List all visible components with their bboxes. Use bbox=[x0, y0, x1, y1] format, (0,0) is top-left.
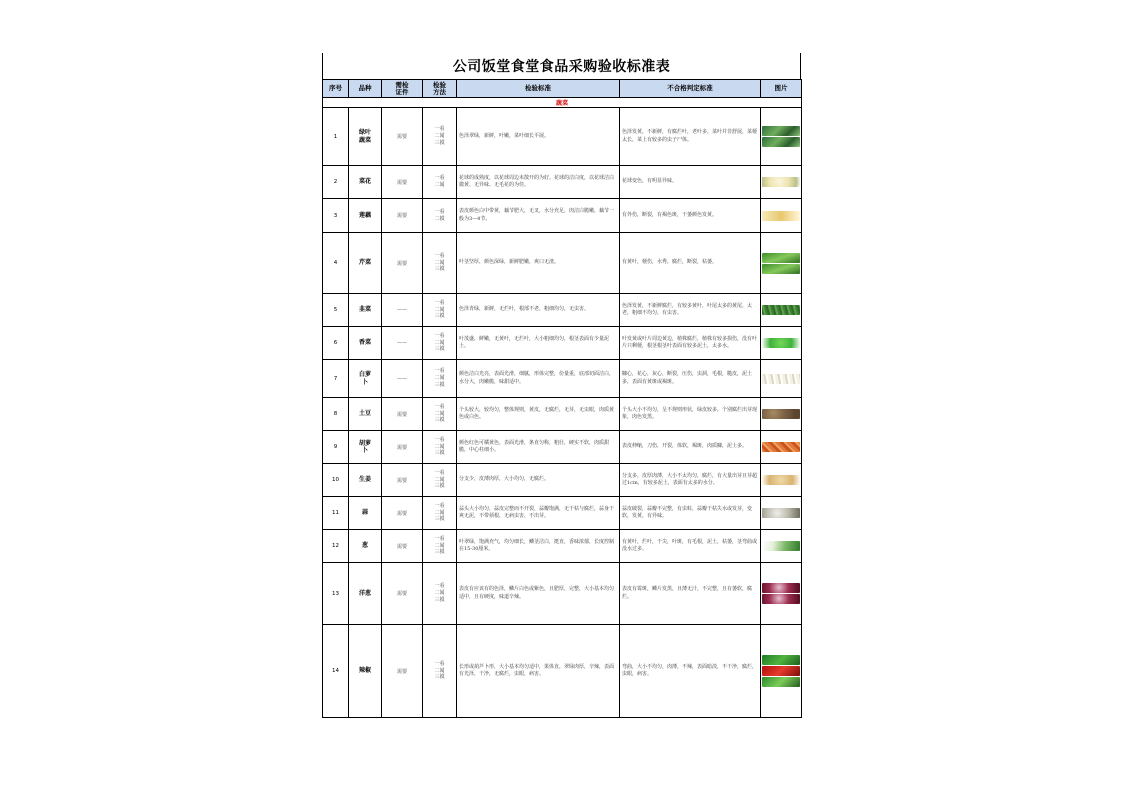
row-num bbox=[323, 199, 349, 233]
row-name-text: 韭菜 bbox=[358, 306, 371, 314]
garlic-photo bbox=[761, 507, 801, 519]
row-reject-text: 有黄叶，梗伤，水秀，腐烂，断裂，枯萎。 bbox=[622, 259, 718, 266]
row-reject-text: 色泽发黄，不新鲜，有腐烂叶，老叶多，菜叶并非舒展，菜梗太长，菜上有较多的虫子尸体。 bbox=[622, 129, 758, 143]
row-name bbox=[349, 398, 382, 431]
white-radish-photo bbox=[761, 373, 801, 385]
row-name-text: 香菜 bbox=[358, 339, 371, 347]
header-reject: 不合格判定标准 bbox=[620, 80, 761, 98]
row-image-cell bbox=[761, 233, 802, 294]
row-standard bbox=[457, 294, 620, 327]
row-name bbox=[349, 294, 382, 327]
row-standard bbox=[457, 625, 620, 718]
row-name bbox=[349, 108, 382, 166]
row-name bbox=[349, 464, 382, 497]
row-num bbox=[323, 625, 349, 718]
row-method-text: 一看二闻三摸 bbox=[434, 332, 445, 353]
row-num bbox=[323, 431, 349, 464]
row-num-text: 4 bbox=[333, 260, 338, 266]
row-image-cell bbox=[761, 294, 802, 327]
chives-photo bbox=[761, 304, 801, 316]
row-method-text: 一看二闻三摸 bbox=[434, 299, 445, 320]
row-standard-text: 表皮有应该有的色泽，鳞片白色或紫色，且肥厚，完整，大小基本均匀适中，且有硬度，味道辛辣。 bbox=[459, 586, 615, 600]
section-label: 蔬菜 bbox=[323, 98, 802, 108]
vegetable-image bbox=[762, 211, 800, 221]
row-name-text: 芹菜 bbox=[358, 259, 371, 267]
row-cert-text: 需要 bbox=[396, 591, 407, 597]
row-reject-text: 叶发黄或叶片周边黄边，植株腐烂，植株有较多损伤，没有叶片只剩梗，根茎根茎叶表面有较多泥土，太多水。 bbox=[622, 335, 758, 349]
row-num-text: 3 bbox=[333, 212, 338, 219]
leafy-greens-photo bbox=[761, 125, 801, 148]
row-standard bbox=[457, 360, 620, 398]
row-method-text: 一看二闻三摸 bbox=[434, 583, 445, 603]
row-standard-text: 叶茎坚厚，颜色深绿，新鲜肥嫩，爽口无渣。 bbox=[459, 259, 560, 266]
row-cert-text: 需要 bbox=[396, 543, 407, 550]
row-name bbox=[349, 166, 382, 199]
row-method bbox=[423, 497, 457, 530]
row-reject bbox=[620, 360, 761, 398]
row-name-text: 洋葱 bbox=[358, 589, 371, 597]
row-reject-text: 个头大小不均匀，呈不规则形状，绿皮较多，个别腐烂出芽现象，肉色发黑。 bbox=[622, 406, 758, 420]
row-image-cell bbox=[761, 199, 802, 233]
ginger-photo bbox=[761, 474, 801, 486]
row-image-cell bbox=[761, 327, 802, 360]
row-method-text: 一看二闻三摸 bbox=[434, 535, 445, 556]
row-image-cell bbox=[761, 563, 802, 625]
document-title: 公司饭堂食堂食品采购验收标准表 bbox=[322, 53, 801, 79]
row-standard-text: 色泽青绿，新鲜，无烂叶，根部不老，粗细均匀，无虫害。 bbox=[459, 306, 590, 313]
header-cert bbox=[382, 80, 423, 98]
row-image-cell bbox=[761, 108, 802, 166]
row-num-text: 9 bbox=[333, 444, 338, 450]
row-method-text: 一看二闻三摸 bbox=[434, 660, 445, 681]
row-num-text: 5 bbox=[333, 307, 338, 313]
row-cert bbox=[382, 294, 423, 327]
row-cert-text: 需要 bbox=[396, 477, 407, 484]
row-standard-text: 分支少，皮薄肉厚，大小均匀，无腐烂。 bbox=[459, 476, 550, 483]
row-name bbox=[349, 625, 382, 718]
row-name-text: 葱 bbox=[361, 542, 368, 550]
celery-photo bbox=[761, 252, 801, 275]
row-method bbox=[423, 431, 457, 464]
row-cert bbox=[382, 497, 423, 530]
row-standard bbox=[457, 108, 620, 166]
row-cert-text: —— bbox=[397, 375, 407, 382]
row-name-text: 胡萝卜 bbox=[358, 439, 371, 454]
row-reject bbox=[620, 464, 761, 497]
vegetable-image bbox=[762, 409, 800, 419]
row-num bbox=[323, 233, 349, 294]
row-standard bbox=[457, 199, 620, 233]
row-cert-text: 需要 bbox=[396, 179, 407, 186]
row-cert-text: 需要 bbox=[396, 444, 407, 451]
row-num bbox=[323, 166, 349, 199]
row-method-text: 一看二闻三摸 bbox=[434, 252, 445, 273]
row-cert-text: —— bbox=[397, 340, 407, 346]
row-image-cell bbox=[761, 398, 802, 431]
row-reject bbox=[620, 530, 761, 563]
row-num-text: 6 bbox=[333, 340, 338, 346]
table-row bbox=[323, 563, 802, 625]
vegetable-image bbox=[762, 508, 800, 518]
vegetable-image bbox=[762, 583, 800, 593]
table-row bbox=[323, 360, 802, 398]
header-row bbox=[323, 80, 802, 98]
row-image-cell bbox=[761, 360, 802, 398]
header-cert-label: 需检证件 bbox=[395, 80, 409, 96]
row-cert bbox=[382, 360, 423, 398]
row-standard-text: 颜色红色可橘黄色，表面光滑，条直匀称，粗壮，硬实不软，肉质甜脆，中心柱细小。 bbox=[459, 439, 610, 453]
row-cert bbox=[382, 431, 423, 464]
row-cert bbox=[382, 398, 423, 431]
row-cert-text: 需要 bbox=[396, 411, 407, 418]
row-standard bbox=[457, 431, 620, 464]
row-name-text: 辣椒 bbox=[358, 667, 371, 675]
row-num bbox=[323, 398, 349, 431]
row-method-text: 一看二闻三摸 bbox=[434, 403, 445, 424]
vegetable-image bbox=[762, 442, 800, 452]
row-method bbox=[423, 530, 457, 563]
header-standard: 检验标准 bbox=[457, 80, 620, 98]
row-standard-text: 表皮颜色白中带黄，藕节肥大，无叉，水分充足，肉洁白脆嫩，藕节一般为3—4节。 bbox=[459, 208, 615, 222]
header-method-label: 检验方法 bbox=[433, 80, 446, 96]
row-name bbox=[349, 199, 382, 233]
row-cert-text: 需要 bbox=[396, 260, 407, 267]
row-method bbox=[423, 166, 457, 199]
row-image-cell bbox=[761, 497, 802, 530]
row-image-cell bbox=[761, 166, 802, 199]
row-num-text: 7 bbox=[333, 375, 338, 382]
row-cert-text: 需要 bbox=[396, 134, 407, 140]
row-cert bbox=[382, 108, 423, 166]
row-method bbox=[423, 398, 457, 431]
row-num-text: 1 bbox=[333, 133, 338, 140]
table-row bbox=[323, 431, 802, 464]
vegetable-image bbox=[762, 177, 800, 187]
row-cert-text: 需要 bbox=[396, 668, 407, 675]
row-num-text: 14 bbox=[332, 668, 339, 674]
header-method bbox=[423, 80, 457, 98]
row-reject-text: 糠心，花心，灰心，断裂，压伤，虫洞，毛根，糙皮，泥土多，表面有黄斑或褐斑。 bbox=[622, 371, 753, 385]
table-row bbox=[323, 108, 802, 166]
table-row bbox=[323, 625, 802, 718]
row-reject bbox=[620, 108, 761, 166]
header-name: 品种 bbox=[349, 80, 382, 98]
table-body bbox=[323, 98, 802, 718]
row-reject-text: 弯曲，大小不均匀，肉薄，不辣，表面暗淡，不干净，腐烂，虫眼，病害。 bbox=[622, 663, 758, 677]
table-row bbox=[323, 464, 802, 497]
row-method bbox=[423, 625, 457, 718]
row-standard-text: 叶茂盛，鲜嫩，无黄叶，无烂叶，大小粗细均匀，根茎表面有少量泥土。 bbox=[459, 335, 610, 349]
scallion-photo bbox=[761, 540, 801, 552]
row-name bbox=[349, 497, 382, 530]
row-reject bbox=[620, 625, 761, 718]
row-reject-text: 蒜皮破裂，蒜瓣不完整，有虫蛀，蒜瓣干枯失水或发芽，变软，发黄，有异味。 bbox=[622, 505, 753, 519]
row-method-text: 一看二闻三摸 bbox=[434, 126, 445, 146]
row-cert bbox=[382, 199, 423, 233]
row-name-text: 莲藕 bbox=[358, 211, 371, 219]
row-num-text: 2 bbox=[333, 179, 338, 185]
row-name bbox=[349, 431, 382, 464]
row-method bbox=[423, 294, 457, 327]
row-num bbox=[323, 108, 349, 166]
vegetable-image bbox=[762, 655, 800, 665]
row-num bbox=[323, 497, 349, 530]
vegetable-image bbox=[762, 594, 800, 604]
row-method-text: 一看二闻三摸 bbox=[434, 502, 445, 523]
row-standard bbox=[457, 327, 620, 360]
row-image-cell bbox=[761, 530, 802, 563]
row-name-text: 菜花 bbox=[358, 178, 371, 186]
row-name-text: 绿叶蔬菜 bbox=[358, 129, 371, 144]
row-reject-text: 花球变色，有明显异味。 bbox=[622, 178, 678, 185]
spreadsheet-sheet bbox=[322, 53, 801, 718]
cauliflower-photo bbox=[761, 176, 801, 188]
row-reject-text: 有外伤，断裂，有褐色斑，干萎颜色发黄。 bbox=[622, 211, 718, 218]
row-reject-text: 色泽发黄，不新鲜腐烂，有较多黄叶，叶尾太多的黄尾，太老，粗细不均匀，有虫害。 bbox=[622, 302, 753, 316]
row-num bbox=[323, 563, 349, 625]
row-method bbox=[423, 563, 457, 625]
row-name bbox=[349, 360, 382, 398]
row-standard bbox=[457, 530, 620, 563]
row-cert-text: 需要 bbox=[396, 213, 407, 219]
row-standard-text: 颜色洁白光亮，表面光滑，细腻，形体完整，份量重，底部切面洁白，水分大，肉嫩脆，味甜适中。 bbox=[459, 371, 615, 385]
row-cert bbox=[382, 327, 423, 360]
row-reject-text: 有黄叶，烂叶，干尖，叶斑，有毛根，泥土，枯萎，茎弯曲或没水过多。 bbox=[622, 538, 758, 552]
row-cert bbox=[382, 464, 423, 497]
row-standard bbox=[457, 166, 620, 199]
row-method bbox=[423, 233, 457, 294]
row-reject bbox=[620, 166, 761, 199]
inspection-standards-table bbox=[322, 79, 802, 718]
row-name bbox=[349, 530, 382, 563]
onion-photo bbox=[761, 582, 801, 605]
vegetable-image bbox=[762, 126, 800, 136]
carrot-photo bbox=[761, 441, 801, 453]
row-standard-text: 花球的成熟度，以花球周边未散开的为好。花球的洁白度，以花球洁白微黄、无异味、无毛花的为佳。 bbox=[459, 174, 615, 188]
vegetable-image bbox=[762, 264, 800, 274]
row-reject bbox=[620, 199, 761, 233]
row-standard bbox=[457, 497, 620, 530]
table-row bbox=[323, 398, 802, 431]
row-standard bbox=[457, 464, 620, 497]
row-standard-text: 蒜头大小均匀，蒜皮完整而不开裂，蒜瓣饱满，无干枯与腐烂，蒜身干爽无泥，不带须根，无病虫害，不出芽。 bbox=[459, 505, 615, 519]
table-row bbox=[323, 327, 802, 360]
row-num-text: 12 bbox=[332, 543, 339, 549]
row-method bbox=[423, 360, 457, 398]
row-cert-text: 需要 bbox=[396, 510, 407, 517]
row-method-text: 一看二闻 bbox=[434, 175, 445, 188]
potato-photo bbox=[761, 408, 801, 420]
row-cert-text: —— bbox=[397, 307, 407, 313]
table-row bbox=[323, 497, 802, 530]
row-name-text: 土豆 bbox=[358, 410, 371, 418]
row-standard-text: 色泽翠绿，新鲜，叶嫩，菜叶细长平展。 bbox=[459, 132, 550, 139]
vegetable-image bbox=[762, 475, 800, 485]
row-method bbox=[423, 464, 457, 497]
header-image: 图片 bbox=[761, 80, 802, 98]
row-reject bbox=[620, 327, 761, 360]
row-reject-text: 表皮伸缩，刀伤，开裂，体软，褐斑，肉质糠，泥土多。 bbox=[622, 443, 748, 450]
row-num-text: 8 bbox=[333, 411, 338, 417]
row-reject bbox=[620, 431, 761, 464]
row-method-text: 一看二闻三摸 bbox=[434, 368, 445, 388]
row-name bbox=[349, 563, 382, 625]
row-image-cell bbox=[761, 431, 802, 464]
row-image-cell bbox=[761, 464, 802, 497]
row-standard-text: 叶翠绿，饱满充气，均匀细长，鳞茎洁白，挺直，香味浓郁，长度控制在15-30厘米。 bbox=[459, 538, 615, 552]
row-standard bbox=[457, 233, 620, 294]
table-row bbox=[323, 530, 802, 563]
table-row bbox=[323, 233, 802, 294]
row-num bbox=[323, 294, 349, 327]
row-num-text: 13 bbox=[332, 590, 339, 597]
row-name bbox=[349, 327, 382, 360]
row-cert bbox=[382, 563, 423, 625]
vegetable-image bbox=[762, 666, 800, 676]
row-reject bbox=[620, 497, 761, 530]
row-method bbox=[423, 108, 457, 166]
row-cert bbox=[382, 625, 423, 718]
row-standard bbox=[457, 398, 620, 431]
row-reject-text: 分支多，皮厚肉薄，大小不太均匀，腐烂，有大量出芽且芽超过1cm，有较多泥土，表面有太多的水分。 bbox=[622, 472, 758, 486]
vegetable-image bbox=[762, 305, 800, 315]
vegetable-image bbox=[762, 541, 800, 551]
row-reject bbox=[620, 563, 761, 625]
table-row bbox=[323, 294, 802, 327]
header-num: 序号 bbox=[323, 80, 349, 98]
row-standard bbox=[457, 563, 620, 625]
cilantro-photo bbox=[761, 337, 801, 349]
row-num bbox=[323, 530, 349, 563]
row-num-text: 10 bbox=[332, 477, 339, 483]
row-cert bbox=[382, 233, 423, 294]
vegetable-image bbox=[762, 253, 800, 263]
row-num bbox=[323, 360, 349, 398]
section-row bbox=[323, 98, 802, 108]
row-num bbox=[323, 464, 349, 497]
row-standard-text: 长形或葫芦卜形，大小基本均匀适中，果体直，翠绿肉厚，辛辣，表面有光泽，干净，无腐烂，虫眼，病害。 bbox=[459, 663, 615, 677]
row-method-text: 一看二摸 bbox=[434, 208, 445, 222]
row-num bbox=[323, 327, 349, 360]
row-reject bbox=[620, 398, 761, 431]
vegetable-image bbox=[762, 374, 800, 384]
vegetable-image bbox=[762, 677, 800, 687]
row-num-text: 11 bbox=[332, 510, 339, 516]
row-reject bbox=[620, 294, 761, 327]
row-standard-text: 个头较大，较均匀，整体规则，黄皮，无腐烂，无芽，无虫眼，肉质黄色或白色。 bbox=[459, 406, 615, 420]
row-method bbox=[423, 327, 457, 360]
row-method bbox=[423, 199, 457, 233]
row-reject-text: 表皮有霉斑，鳞片发黑，且薄无汁，不完整，且有萎软，腐烂。 bbox=[622, 586, 753, 600]
row-cert bbox=[382, 166, 423, 199]
row-name-text: 蒜 bbox=[361, 509, 368, 517]
row-reject bbox=[620, 233, 761, 294]
chili-pepper-photo bbox=[761, 654, 801, 688]
row-cert bbox=[382, 530, 423, 563]
table-row bbox=[323, 166, 802, 199]
vegetable-image bbox=[762, 137, 800, 147]
row-method-text: 一看二闻三摸 bbox=[434, 469, 445, 490]
table-row bbox=[323, 199, 802, 233]
row-method-text: 一看二闻三摸 bbox=[434, 436, 445, 457]
row-name-text: 生姜 bbox=[358, 476, 371, 484]
row-name-text: 白萝卜 bbox=[358, 371, 371, 386]
lotus-root-photo bbox=[761, 210, 801, 222]
row-name bbox=[349, 233, 382, 294]
row-image-cell bbox=[761, 625, 802, 718]
vegetable-image bbox=[762, 338, 800, 348]
